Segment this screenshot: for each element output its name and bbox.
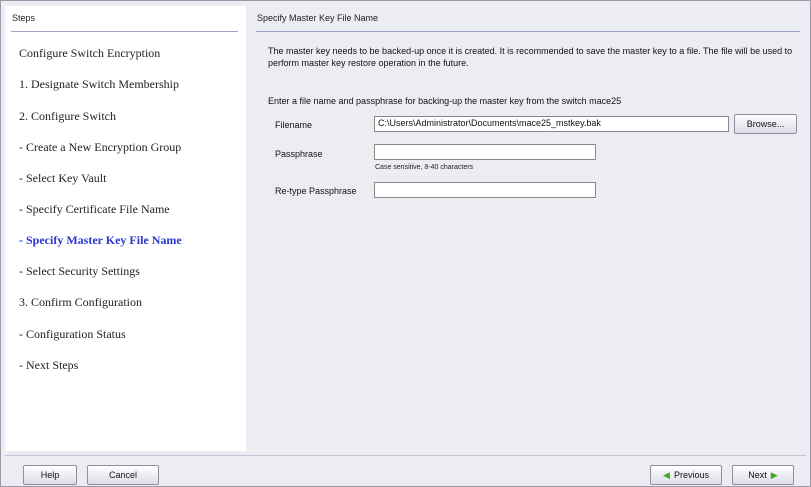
step-specify-master-key-file-name: - Specify Master Key File Name [19,233,182,247]
retype-passphrase-field[interactable] [374,182,596,198]
previous-button[interactable] [650,465,722,485]
passphrase-hint: Case sensitive, 8-40 characters [375,164,474,171]
steps-panel-title: Steps [12,13,36,23]
cancel-button-label: Cancel [108,470,137,480]
steps-panel [5,6,246,451]
previous-button-label: Previous [673,470,709,480]
retype-passphrase-label: Re-type Passphrase [275,186,357,196]
step-create-encryption-group: - Create a New Encryption Group [19,140,182,154]
content-panel [250,6,806,451]
step-configure-switch-encryption: Configure Switch Encryption [19,46,161,60]
help-button-label: Help [40,470,60,480]
filename-label: Filename [275,120,313,130]
passphrase-field[interactable] [374,144,596,160]
browse-button-label: Browse... [746,119,785,129]
step-configuration-status: - Configuration Status [19,327,126,341]
chevron-right-icon: ▶ [770,469,778,480]
footer-divider [5,455,806,456]
cancel-button[interactable] [87,465,159,485]
instruction-text: Enter a file name and passphrase for backing-up the master key from the switch mace25 [268,96,622,106]
step-designate-switch-membership: 1. Designate Switch Membership [19,77,179,91]
content-divider [256,31,800,32]
step-select-security-settings: - Select Security Settings [19,264,140,278]
step-next-steps: - Next Steps [19,358,79,372]
browse-button[interactable] [734,114,797,134]
step-select-key-vault: - Select Key Vault [19,171,107,185]
description-text: The master key needs to be backed-up once it is created. It is recommended to save the master key to a file. The file will be used to perform master key restore operation in the future. [268,46,793,68]
page-title: Specify Master Key File Name [257,13,379,23]
steps-divider [11,31,238,32]
help-button[interactable] [23,465,77,485]
step-configure-switch: 2. Configure Switch [19,109,116,123]
next-button[interactable] [732,465,794,485]
chevron-left-icon: ◀ [663,469,670,480]
passphrase-label: Passphrase [275,149,323,159]
filename-field[interactable]: C:\Users\Administrator\Documents\mace25_mstkey.bak [374,116,729,132]
next-button-label: Next [748,470,767,480]
step-specify-certificate-file-name: - Specify Certificate File Name [19,202,170,216]
step-confirm-configuration: 3. Confirm Configuration [19,295,142,309]
